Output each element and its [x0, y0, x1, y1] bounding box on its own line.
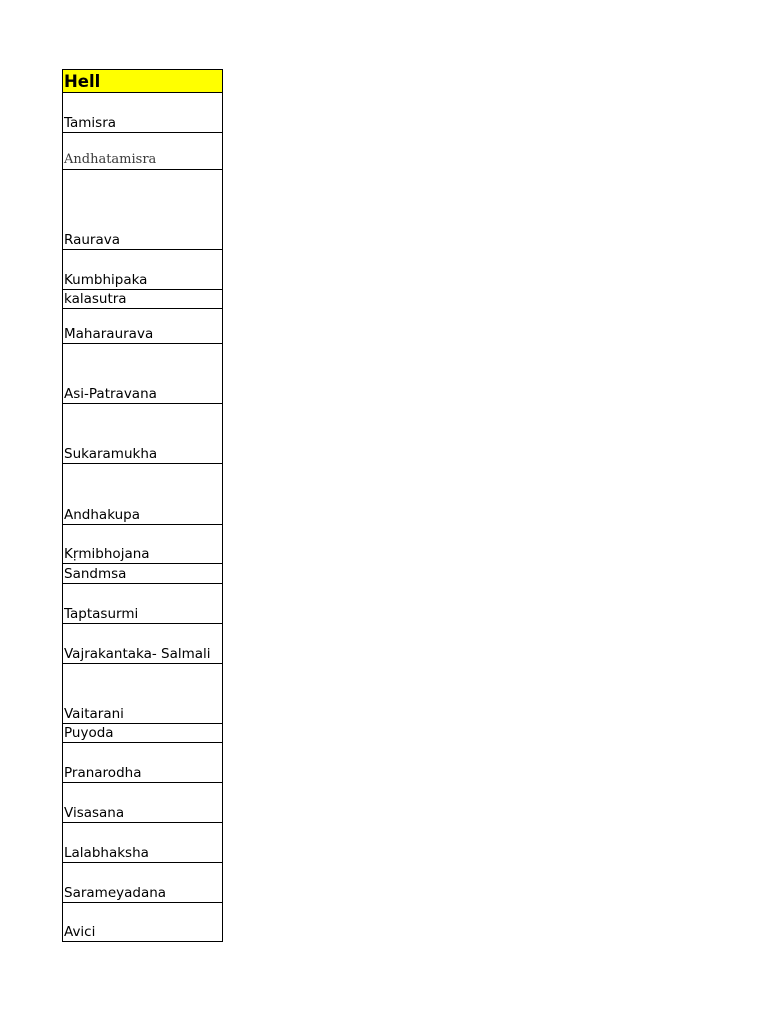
cell[interactable]: Pranarodha — [63, 743, 223, 783]
table-row — [63, 250, 223, 290]
table-row — [63, 404, 223, 464]
cell[interactable]: Vajrakantaka- Salmali — [63, 624, 223, 664]
cell[interactable]: Andhakupa — [63, 464, 223, 525]
cell[interactable]: Tamisra — [63, 93, 223, 133]
table-row — [63, 525, 223, 564]
cell[interactable]: Andhatamisra — [63, 133, 223, 170]
table-row — [63, 309, 223, 344]
table-row — [63, 464, 223, 525]
header-cell-hell[interactable]: Hell — [63, 70, 223, 93]
cell[interactable]: Sandmsa — [63, 564, 223, 584]
table-row — [63, 93, 223, 133]
cell[interactable]: Vaitarani — [63, 664, 223, 724]
table-row — [63, 290, 223, 309]
table-row — [63, 133, 223, 170]
table-row — [63, 783, 223, 823]
table-row — [63, 823, 223, 863]
table-row — [63, 564, 223, 584]
cell[interactable]: kalasutra — [63, 290, 223, 309]
cell[interactable]: Kṛmibhojana — [63, 525, 223, 564]
cell[interactable]: Sarameyadana — [63, 863, 223, 903]
cell[interactable]: Raurava — [63, 170, 223, 250]
cell[interactable]: Taptasurmi — [63, 584, 223, 624]
table-header-row — [63, 70, 223, 93]
table-row — [63, 584, 223, 624]
table-row — [63, 664, 223, 724]
table-row — [63, 903, 223, 942]
table-row — [63, 724, 223, 743]
cell[interactable]: Asi-Patravana — [63, 344, 223, 404]
cell[interactable]: Visasana — [63, 783, 223, 823]
cell[interactable]: Maharaurava — [63, 309, 223, 344]
table-row — [63, 743, 223, 783]
spreadsheet-table — [62, 69, 223, 942]
table-row — [63, 624, 223, 664]
cell[interactable]: Avici — [63, 903, 223, 942]
table-row — [63, 170, 223, 250]
cell[interactable]: Kumbhipaka — [63, 250, 223, 290]
cell[interactable]: Sukaramukha — [63, 404, 223, 464]
cell[interactable]: Puyoda — [63, 724, 223, 743]
cell[interactable]: Lalabhaksha — [63, 823, 223, 863]
table-row — [63, 863, 223, 903]
table-row — [63, 344, 223, 404]
